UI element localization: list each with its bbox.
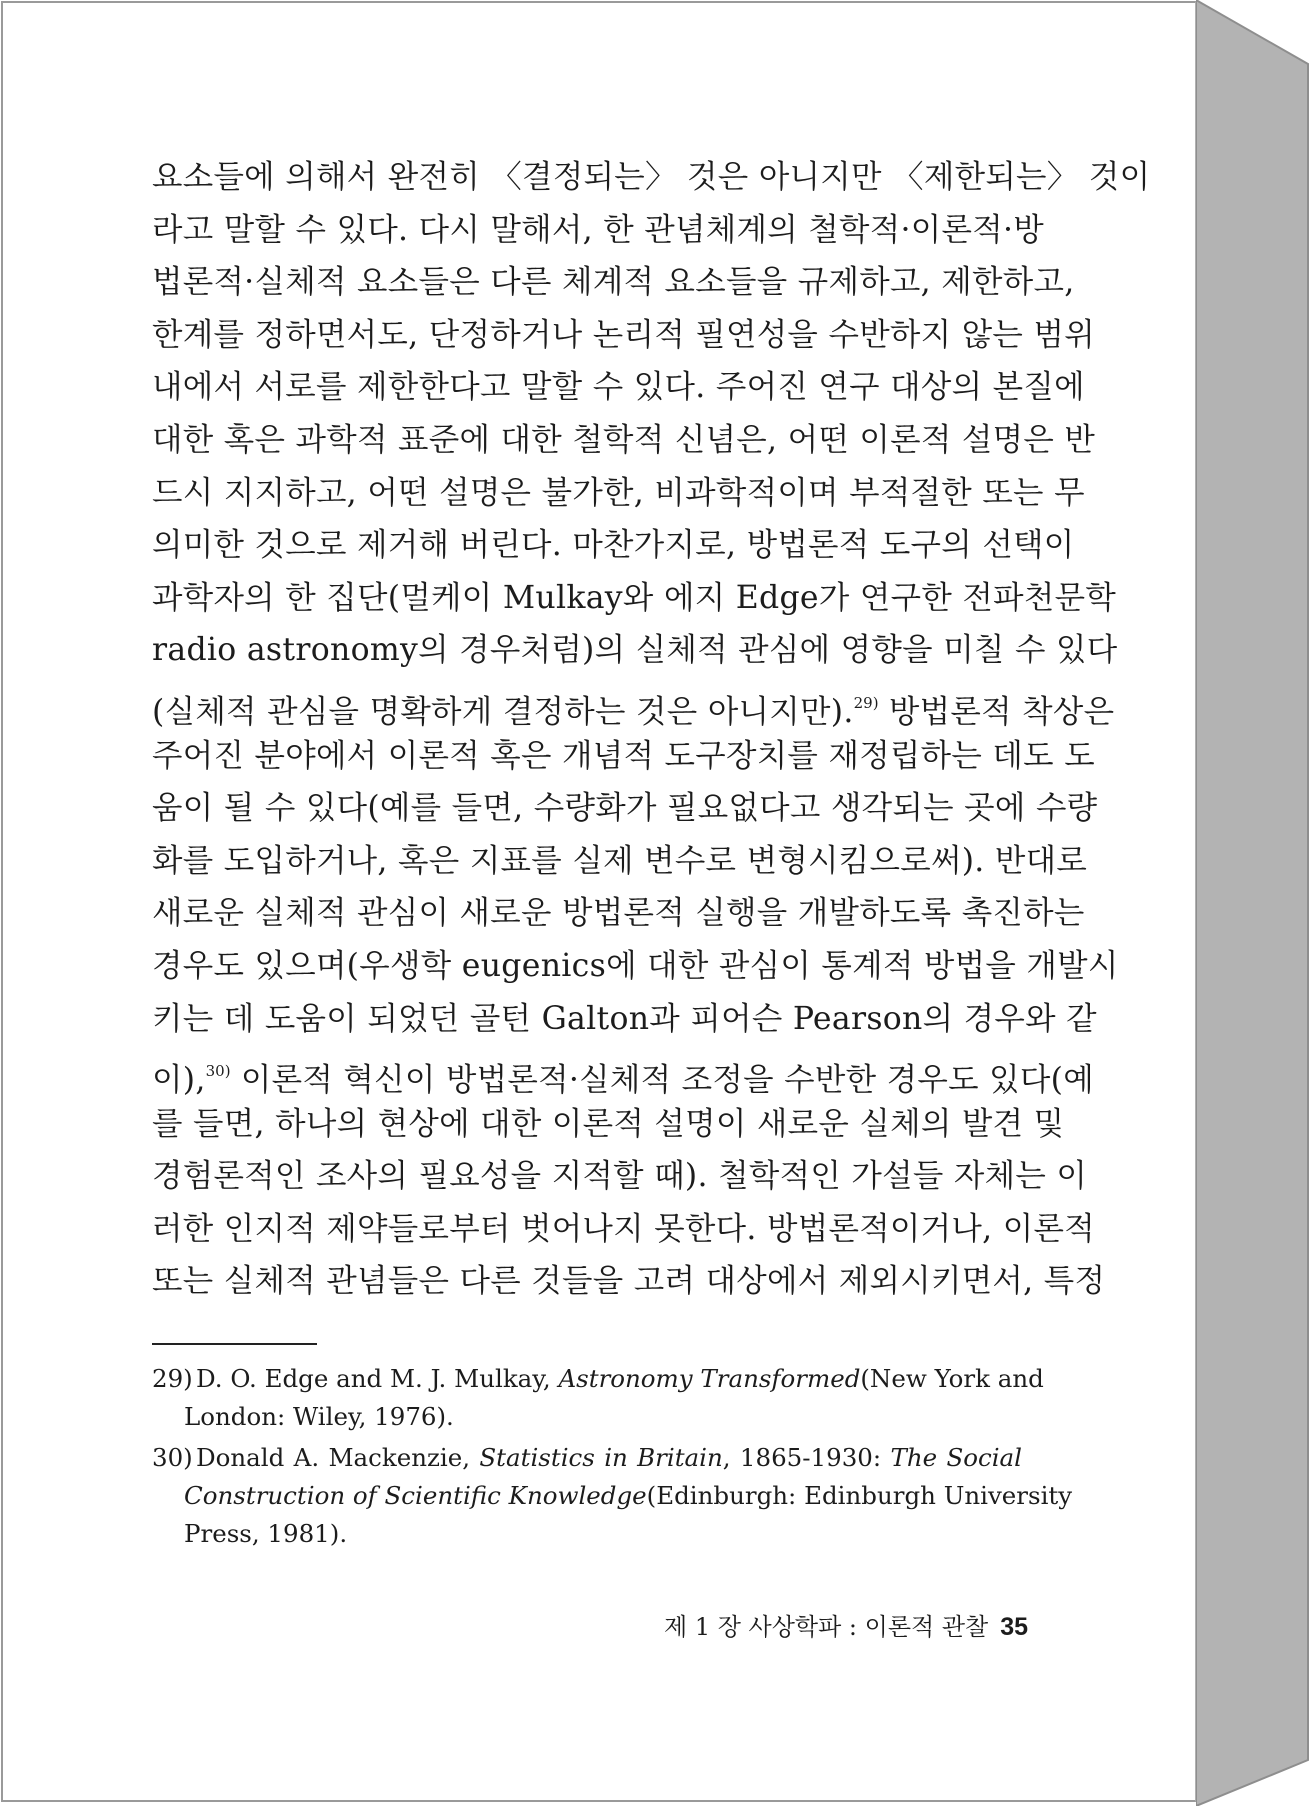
body-line: 키는 데 도움이 되었던 골턴 Galton과 피어슨 Pearson의 경우와 같	[152, 1000, 1097, 1037]
footnote-number: 29)	[152, 1364, 193, 1393]
footnote-30	[152, 1439, 1073, 1553]
page-number: 35	[1000, 1613, 1028, 1641]
body-line-with-note	[152, 1045, 1094, 1099]
body-line: 러한 인지적 제약들로부터 벗어나지 못한다. 방법론적이거나, 이론적	[152, 1210, 1095, 1247]
body-line: 화를 도입하거나, 혹은 지표를 실제 변수로 변형시킴으로써). 반대로	[152, 842, 1088, 879]
body-line-with-note	[152, 677, 1115, 730]
body-line: 의미한 것으로 제거해 버린다. 마찬가지로, 방법론적 도구의 선택이	[152, 527, 1075, 564]
footnote-title: Astronomy Transformed	[558, 1364, 861, 1393]
body-line-tail: 방법론적 착상은	[888, 693, 1115, 730]
footnote-divider	[152, 1343, 317, 1345]
body-line: 경우도 있으며(우생학 eugenics에 대한 관심이 통계적 방법을 개발시	[152, 947, 1119, 984]
body-line: 법론적·실체적 요소들은 다른 체계적 요소들을 규제하고, 제한하고,	[152, 264, 1075, 301]
footnote-author: D. O. Edge and M. J. Mulkay,	[196, 1364, 559, 1393]
footnote-subtitle: The Social	[890, 1443, 1022, 1472]
body-line: 주어진 분야에서 이론적 혹은 개념적 도구장치를 재정립하는 데도 도	[152, 737, 1095, 774]
body-line: 라고 말할 수 있다. 다시 말해서, 한 관념체계의 철학적·이론적·방	[152, 211, 1044, 248]
body-line-text: 이),	[152, 1062, 206, 1099]
body-line: 과학자의 한 집단(멀케이 Mulkay와 에지 Edge가 연구한 전파천문학	[152, 579, 1117, 616]
footnote-subtitle: Construction of Scientific Knowledge	[184, 1481, 647, 1510]
footnotes	[152, 1360, 1073, 1556]
body-line: radio astronomy의 경우처럼)의 실체적 관심에 영향을 미칠 수 있다	[152, 632, 1118, 669]
chapter-title: 제 1 장 사상학파 : 이론적 관찰	[664, 1613, 989, 1641]
footnote-29	[152, 1360, 1044, 1436]
body-line: 움이 될 수 있다(예를 들면, 수량화가 필요없다고 생각되는 곳에 수량	[152, 790, 1098, 827]
footnote-title: Statistics in Britain	[479, 1443, 723, 1472]
footnote-ref-29: 29)	[853, 693, 879, 712]
footnote-line: Press, 1981).	[184, 1519, 348, 1548]
body-line: 내에서 서로를 제한한다고 말할 수 있다. 주어진 연구 대상의 본질에	[152, 369, 1085, 406]
body-line: 요소들에 의해서 완전히 〈결정되는〉 것은 아니지만 〈제한되는〉 것이	[152, 159, 1151, 195]
body-text	[152, 151, 1151, 1308]
footnote-line	[184, 1360, 1044, 1398]
footnote-ref-30: 30)	[205, 1062, 231, 1081]
body-line-text: (실체적 관심을 명확하게 결정하는 것은 아니지만).	[152, 693, 854, 730]
footnote-number: 30)	[152, 1443, 193, 1472]
body-line: 대한 혹은 과학적 표준에 대한 철학적 신념은, 어떤 이론적 설명은 반	[152, 421, 1096, 458]
body-line: 한계를 정하면서도, 단정하거나 논리적 필연성을 수반하지 않는 범위	[152, 316, 1095, 353]
footnote-line	[184, 1477, 1073, 1515]
body-line: 새로운 실체적 관심이 새로운 방법론적 실행을 개발하도록 촉진하는	[152, 895, 1085, 932]
footnote-publisher: (New York and	[860, 1364, 1044, 1393]
body-line-tail: 이론적 혁신이 방법론적·실체적 조정을 수반한 경우도 있다(예	[240, 1062, 1094, 1099]
running-footer	[643, 1607, 1028, 1642]
footnote-publisher: (Edinburgh: Edinburgh University	[646, 1481, 1073, 1510]
footnote-author: Donald A. Mackenzie,	[196, 1443, 480, 1472]
footnote-line	[184, 1439, 1022, 1477]
book-edge-graphic	[1196, 0, 1311, 1806]
book-page	[1, 1, 1196, 1802]
body-line: 경험론적인 조사의 필요성을 지적할 때). 철학적인 가설들 자체는 이	[152, 1158, 1088, 1195]
body-line: 또는 실체적 관념들은 다른 것들을 고려 대상에서 제외시키면서, 특정	[152, 1263, 1106, 1300]
body-line: 를 들면, 하나의 현상에 대한 이론적 설명이 새로운 실체의 발견 및	[152, 1105, 1065, 1142]
footnote-years: , 1865-1930:	[722, 1443, 891, 1472]
body-line: 드시 지지하고, 어떤 설명은 불가한, 비과학적이며 부적절한 또는 무	[152, 474, 1085, 511]
footnote-line: London: Wiley, 1976).	[184, 1402, 454, 1431]
book-edge-shape	[1196, 0, 1311, 1806]
